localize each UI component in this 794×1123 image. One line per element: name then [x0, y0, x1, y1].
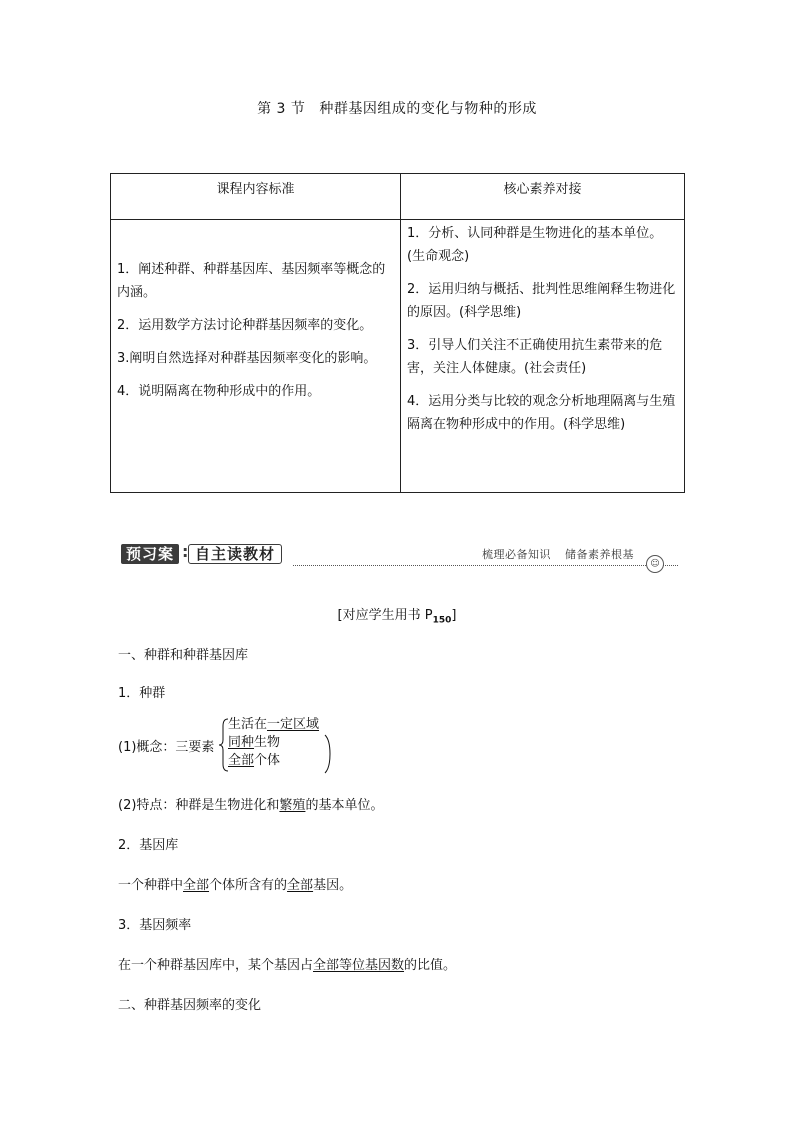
- concept-brace: [118, 716, 358, 772]
- preview-banner: [118, 542, 678, 568]
- self-study-tag: 自主读教材: [188, 544, 282, 564]
- page-title: [0, 98, 794, 118]
- subheading-genepool: 2．基因库: [118, 838, 179, 853]
- feature-post: 的基本单位。: [305, 798, 384, 813]
- subheading-population: 1．种群: [118, 686, 166, 701]
- slogan-1: 梳理必备知识: [482, 548, 551, 561]
- slogan-2: 储备素养根基: [565, 548, 634, 561]
- curriculum-item: 3.阐明自然选择对种群基因频率变化的影响。: [117, 351, 377, 366]
- gp-c: 基因。: [313, 878, 353, 893]
- header-literacy: 核心素养对接: [401, 174, 685, 220]
- freq-a: 在一个种群基因库中，某个基因占: [118, 958, 314, 973]
- gp-b: 个体所含有的: [209, 878, 288, 893]
- gp-a: 一个种群中: [118, 878, 184, 893]
- item2-key: 同种: [228, 735, 255, 750]
- concept-item-1: [228, 716, 319, 734]
- freq-b: 的比值。: [404, 958, 457, 973]
- item3-post: 个体: [254, 753, 281, 768]
- literacy-item: 1．分析、认同种群是生物进化的基本单位。(生命观念): [407, 226, 663, 264]
- frequency-definition: [118, 954, 456, 973]
- item2-post: 生物: [254, 735, 281, 750]
- feature-line: [118, 794, 383, 813]
- feature-key: 繁殖: [279, 798, 306, 813]
- curriculum-item: 1．阐述种群、种群基因库、基因频率等概念的内涵。: [117, 262, 386, 300]
- ref-suffix: ]: [451, 608, 457, 623]
- right-bracket-icon: [324, 734, 332, 774]
- section-heading-2: 二、种群基因频率的变化: [118, 998, 262, 1013]
- textbook-reference: [0, 604, 794, 626]
- colon-mark: :: [182, 542, 189, 561]
- concept-label: (1)概念：三要素: [118, 740, 215, 755]
- literacy-item: 3．引导人们关注不正确使用抗生素带来的危害，关注人体健康。(社会责任): [407, 338, 663, 376]
- literacy-cell: [401, 220, 685, 493]
- item1-key: 一定区域: [267, 717, 320, 732]
- curriculum-cell: [111, 220, 401, 493]
- ref-prefix: [对应学生用书 P: [337, 608, 433, 623]
- genepool-definition: [118, 874, 352, 893]
- literacy-item: 2．运用归纳与概括、批判性思维阐释生物进化的原因。(科学思维): [407, 282, 676, 320]
- dotted-divider: [293, 565, 678, 566]
- gp-key-2: 全部: [287, 878, 314, 893]
- subheading-frequency: 3．基因频率: [118, 918, 192, 933]
- concept-item-3: [228, 752, 319, 770]
- curriculum-item: 4．说明隔离在物种形成中的作用。: [117, 384, 321, 399]
- feature-pre: (2)特点：种群是生物进化和: [118, 798, 280, 813]
- section-name: 种群基因组成的变化与物种的形成: [319, 101, 537, 117]
- concept-items: [228, 716, 319, 770]
- item1-pre: 生活在: [228, 717, 268, 732]
- banner-slogan: [482, 546, 634, 562]
- section-heading-1: 一、种群和种群基因库: [118, 648, 249, 663]
- freq-key: 全部等位基因数: [313, 958, 405, 973]
- curriculum-item: 2．运用数学方法讨论种群基因频率的变化。: [117, 318, 373, 333]
- item3-key: 全部: [228, 753, 255, 768]
- section-number: 第 3 节: [257, 101, 306, 117]
- concept-item-2: [228, 734, 319, 752]
- mascot-icon: ☺: [646, 555, 664, 573]
- standards-table: [110, 173, 685, 493]
- literacy-item: 4．运用分类与比较的观念分析地理隔离与生殖隔离在物种形成中的作用。(科学思维): [407, 394, 676, 432]
- ref-page: 150: [432, 615, 452, 626]
- gp-key-1: 全部: [183, 878, 210, 893]
- preview-tag: 预习案: [121, 544, 179, 564]
- header-curriculum: 课程内容标准: [111, 174, 401, 220]
